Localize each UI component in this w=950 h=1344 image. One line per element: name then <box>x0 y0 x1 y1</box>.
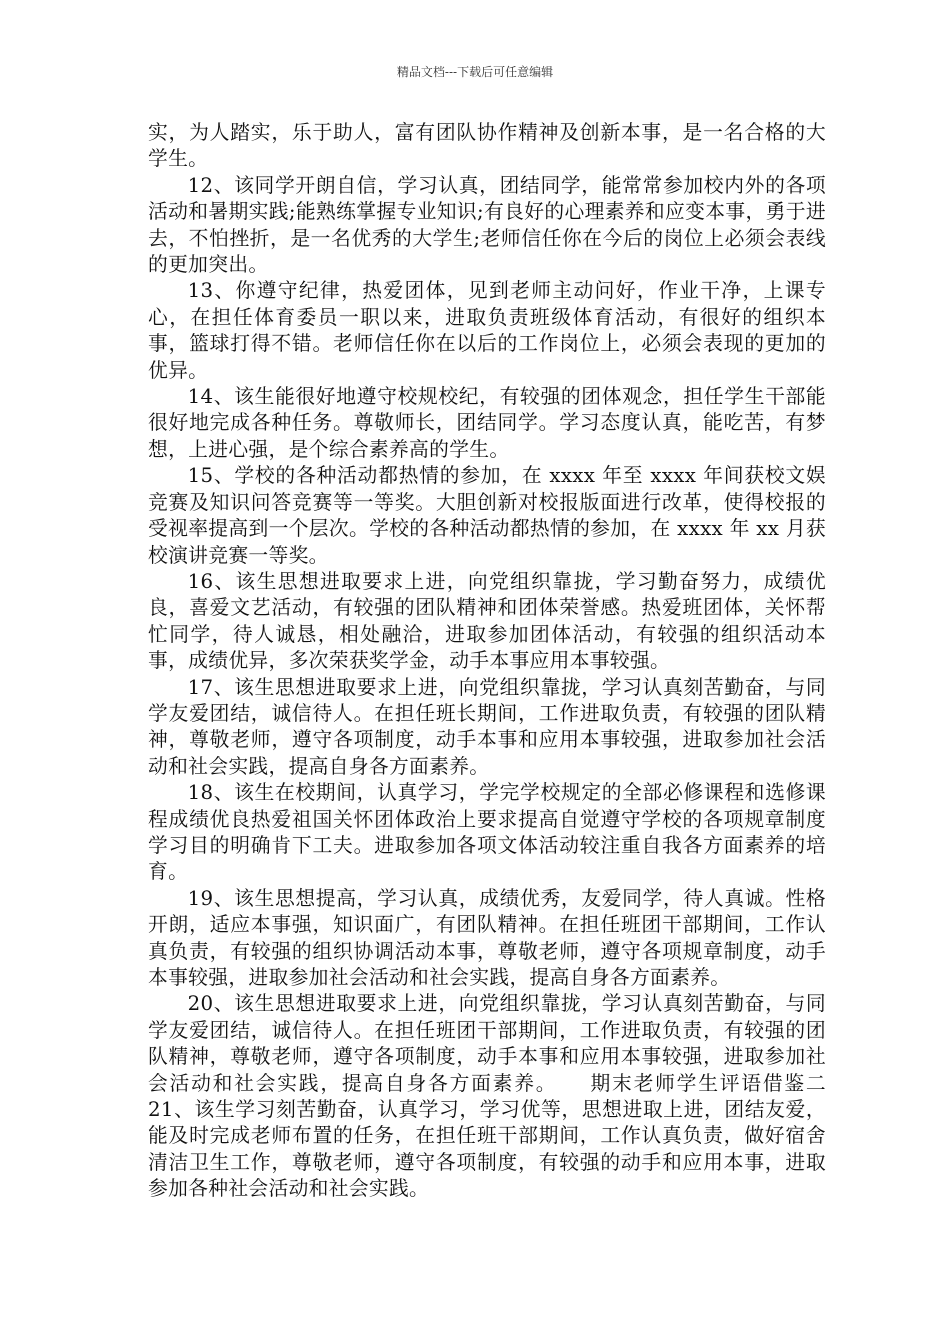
paragraph-16: 16、该生思想进取要求上进，向党组织靠拢，学习勤奋努力，成绩优良，喜爱文艺活动，有较强的团队精神和团体荣誉感。热爱班团体，关怀帮忙同学，待人诚恳，相处融洽，进取参加团体活动，有较强的组织活动本事，成绩优异，多次荣获奖学金，动手本事应用本事较强。 <box>148 569 826 673</box>
paragraph-14: 14、该生能很好地遵守校规校纪，有较强的团体观念，担任学生干部能很好地完成各种任务。尊敬师长，团结同学。学习态度认真，能吃苦，有梦想，上进心强，是个综合素养高的学生。 <box>148 385 826 461</box>
paragraph-17: 17、该生思想进取要求上进，向党组织靠拢，学习认真刻苦勤奋，与同学友爱团结，诚信待人。在担任班长期间，工作进取负责，有较强的团队精神，尊敬老师，遵守各项制度，动手本事和应用本事较强，进取参加社会活动和社会实践，提高自身各方面素养。 <box>148 675 826 778</box>
paragraph-12: 12、该同学开朗自信，学习认真，团结同学，能常常参加校内外的各项活动和暑期实践;能熟练掌握专业知识;有良好的心理素养和应变本事，勇于进去，不怕挫折，是一名优秀的大学生;老师信任你在今后的岗位上必须会表线的更加突出。 <box>148 173 826 277</box>
paragraph-15: 15、学校的各种活动都热情的参加，在 xxxx 年至 xxxx 年间获校文娱竞赛及知识问答竞赛等一等奖。大胆创新对校报版面进行改革，使得校报的受视率提高到一个层次。学校的各种活动都热情的参加，在 xxxx 年 xx 月获校演讲竞赛一等奖。 <box>148 464 826 567</box>
paragraph-19: 19、该生思想提高，学习认真，成绩优秀，友爱同学，待人真诚。性格开朗，适应本事强，知识面广，有团队精神。在担任班团干部期间，工作认真负责，有较强的组织协调活动本事，尊敬老师，遵守各项规章制度，动手本事较强，进取参加社会活动和社会实践，提高自身各方面素养。 <box>148 886 826 989</box>
paragraph-18: 18、该生在校期间，认真学习，学完学校规定的全部必修课程和选修课程成绩优良热爱祖国关怀团体政治上要求提高自觉遵守学校的各项规章制度学习目的明确肯下工夫。进取参加各项文体活动较注重自我各方面素养的培育。 <box>148 781 826 884</box>
document-body <box>148 120 826 1203</box>
paragraph-continuation: 实，为人踏实，乐于助人，富有团队协作精神及创新本事，是一名合格的大学生。 <box>148 121 826 171</box>
paragraph-13: 13、你遵守纪律，热爱团体，见到老师主动问好，作业干净，上课专心，在担任体育委员一职以来，进取负责班级体育活动，有很好的组织本事，篮球打得不错。老师信任你在以后的工作岗位上，必须会表现的更加的优异。 <box>148 279 826 382</box>
page-header: 精品文档---下载后可任意编辑 <box>396 65 554 79</box>
paragraph-20-21: 20、该生思想进取要求上进，向党组织靠拢，学习认真刻苦勤奋，与同学友爱团结，诚信待人。在担任班团干部期间，工作进取负责，有较强的团队精神，尊敬老师，遵守各项制度，动手本事和应用本事较强，进取参加社会活动和社会实践，提高自身各方面素养。 期末老师学生评语借鉴二 21、该生学习刻苦勤奋，认真学习，学习优等，思想进取上进，团结友爱，能及时完成老师布置的任务，在担任班干部期间，工作认真负责，做好宿舍清洁卫生工作，尊敬老师，遵守各项制度，有较强的动手和应用本事，进取参加各种社会活动和社会实践。 <box>148 992 826 1201</box>
